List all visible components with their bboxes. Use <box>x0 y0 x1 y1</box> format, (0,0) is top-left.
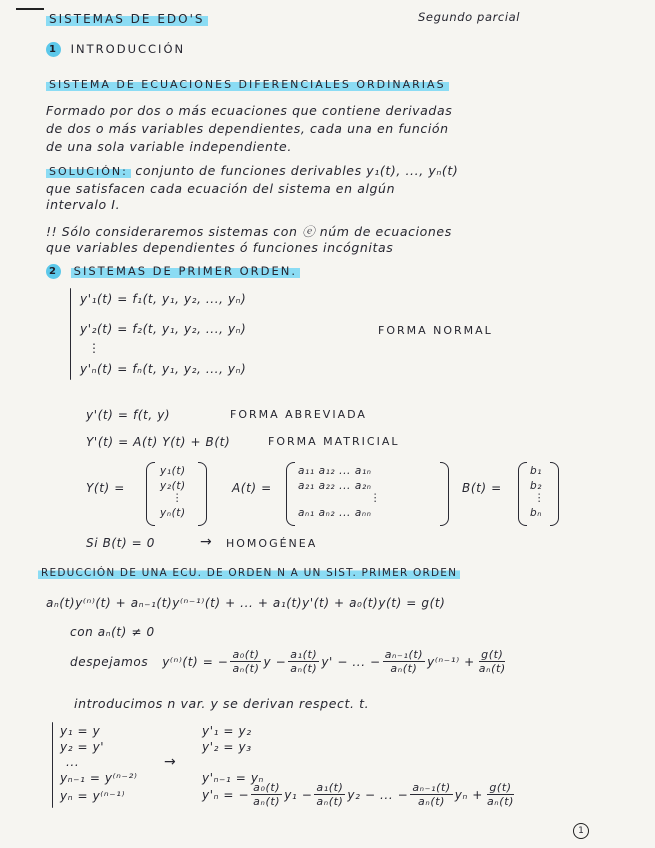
fraction-a1: $\frac{\text{a₁(t)}}{\text{aₙ(t)}}$ <box>290 648 318 675</box>
normal-eq-2: y'₂(t) = f₂(t, y₁, y₂, ..., yₙ) <box>80 322 247 336</box>
despejamos-lhs: y⁽ⁿ⁾(t) = − <box>162 654 229 669</box>
Y-paren-right <box>198 462 207 526</box>
B-paren-right <box>550 462 559 526</box>
solucion-text: conjunto de funciones derivables y₁(t), ..., yₙ(t) <box>135 163 459 178</box>
Y-row-1: y₁(t) <box>160 465 186 477</box>
substitution-brace <box>52 722 53 808</box>
B-paren-left <box>518 462 527 526</box>
abbreviated-label: FORMA ABREVIADA <box>230 408 367 421</box>
last-term-2: y₂ − ... − <box>347 787 409 802</box>
system-brace <box>70 288 71 380</box>
Y-paren-left <box>146 462 155 526</box>
fraction-an-1: $\frac{\text{aₙ₋₁(t)}}{\text{aₙ(t)}}$ <box>384 648 424 675</box>
sub-left-1: y₁ = y <box>60 724 101 738</box>
reduction-heading: REDUCCIÓN DE UNA ECU. DE ORDEN N A UN SIST. PRIMER ORDEN <box>38 567 460 579</box>
definition-line-2: de dos o más variables dependientes, cada una en función <box>46 121 449 136</box>
homogeneous-arrow: → <box>200 534 213 550</box>
solucion-line-1 <box>46 163 458 178</box>
B-row-dots: ⋮ <box>534 492 546 504</box>
A-row-n: aₙ₁ aₙ₂ ... aₙₙ <box>298 507 372 519</box>
last-fraction-a0: $\frac{\text{a₀(t)}}{\text{aₙ(t)}}$ <box>253 781 281 808</box>
last-term-1: y₁ − <box>284 787 313 802</box>
normal-eq-n: y'ₙ(t) = fₙ(t, y₁, y₂, ..., yₙ) <box>80 362 247 376</box>
reduction-equation: aₙ(t)y⁽ⁿ⁾(t) + aₙ₋₁(t)y⁽ⁿ⁻¹⁾(t) + ... + a₁(t)y'(t) + a₀(t)y(t) = g(t) <box>46 596 446 610</box>
note-line-1: !! Sólo consideraremos sistemas con ⓔ núm de ecuaciones <box>46 224 452 239</box>
sub-left-n-1: yₙ₋₁ = y⁽ⁿ⁻²⁾ <box>60 771 138 785</box>
Y-matrix-label: Y(t) = <box>86 481 125 495</box>
note-line-2: que variables dependientes ó funciones incógnitas <box>46 240 394 255</box>
Y-row-2: y₂(t) <box>160 480 186 492</box>
A-matrix-label: A(t) = <box>232 481 272 495</box>
section-2-title: SISTEMAS DE PRIMER ORDEN. <box>71 264 300 278</box>
Y-row-dots: ⋮ <box>172 492 184 504</box>
homogeneous-condition: Si B(t) = 0 <box>86 536 155 550</box>
B-row-2: b₂ <box>530 480 543 492</box>
A-paren-right <box>440 462 449 526</box>
A-row-dots: ⋮ <box>370 492 382 504</box>
despejamos-label: despejamos <box>70 654 149 669</box>
solucion-label: SOLUCIÓN: <box>46 165 131 178</box>
sub-last-equation <box>202 781 518 808</box>
A-paren-left <box>286 462 295 526</box>
page-number: 1 <box>573 823 589 839</box>
A-row-1: a₁₁ a₁₂ ... a₁ₙ <box>298 465 372 477</box>
reduction-condition: con aₙ(t) ≠ 0 <box>70 625 155 639</box>
sub-left-2: y₂ = y' <box>60 740 105 754</box>
term-3: y⁽ⁿ⁻¹⁾ + <box>427 654 475 669</box>
definition-line-1: Formado por dos o más ecuaciones que contiene derivadas <box>46 103 453 118</box>
B-row-n: bₙ <box>530 507 543 519</box>
page-subtitle: Segundo parcial <box>418 10 521 24</box>
despejamos-line <box>70 648 510 675</box>
abbreviated-eq: y'(t) = f(t, y) <box>86 408 171 422</box>
last-fraction-an-1: $\frac{\text{aₙ₋₁(t)}}{\text{aₙ(t)}}$ <box>412 781 451 808</box>
sub-left-n: yₙ = y⁽ⁿ⁻¹⁾ <box>60 789 126 803</box>
fraction-g: $\frac{g(t)}{\text{aₙ(t)}}$ <box>478 648 506 675</box>
normal-dots: ⋮ <box>88 341 101 355</box>
sub-right-n-1: y'ₙ₋₁ = yₙ <box>202 771 264 785</box>
solucion-line-3: intervalo I. <box>46 197 121 212</box>
homogeneous-label: HOMOGÉNEA <box>226 537 318 550</box>
definition-line-3: de una sola variable independiente. <box>46 139 292 154</box>
sistema-heading: SISTEMA DE ECUACIONES DIFERENCIALES ORDINARIAS <box>46 78 449 91</box>
normal-eq-1: y'₁(t) = f₁(t, y₁, y₂, ..., yₙ) <box>80 292 247 306</box>
last-term-3: yₙ + <box>454 787 483 802</box>
fraction-a0: $\frac{\text{a₀(t)}}{\text{aₙ(t)}}$ <box>232 648 260 675</box>
sub-left-dots: ... <box>66 755 80 769</box>
margin-mark <box>16 8 44 10</box>
matricial-eq: Y'(t) = A(t) Y(t) + B(t) <box>86 435 231 449</box>
term-1: y − <box>263 654 287 669</box>
Y-row-n: yₙ(t) <box>160 507 186 519</box>
section-2-heading <box>46 264 300 279</box>
A-row-2: a₂₁ a₂₂ ... a₂ₙ <box>298 480 372 492</box>
last-fraction-a1: $\frac{\text{a₁(t)}}{\text{aₙ(t)}}$ <box>316 781 344 808</box>
B-row-1: b₁ <box>530 465 543 477</box>
solucion-line-2: que satisfacen cada ecuación del sistema en algún <box>46 181 396 196</box>
B-matrix-label: B(t) = <box>462 481 502 495</box>
substitution-arrow: → <box>164 754 177 770</box>
section-2-number: 2 <box>46 264 61 279</box>
page-title: SISTEMAS DE EDO'S <box>46 12 208 26</box>
last-fraction-g: $\frac{g(t)}{\text{aₙ(t)}}$ <box>486 781 514 808</box>
sub-right-1: y'₁ = y₂ <box>202 724 252 738</box>
section-1-heading <box>46 42 185 57</box>
term-2: y' − ... − <box>321 654 381 669</box>
last-lhs: y'ₙ = − <box>202 787 250 802</box>
sub-right-2: y'₂ = y₃ <box>202 740 252 754</box>
introducimos-text: introducimos n var. y se derivan respect. t. <box>74 696 370 711</box>
section-1-title: INTRODUCCIÓN <box>70 42 186 56</box>
section-1-number: 1 <box>46 42 61 57</box>
normal-form-label: FORMA NORMAL <box>378 324 493 337</box>
matricial-label: FORMA MATRICIAL <box>268 435 400 448</box>
